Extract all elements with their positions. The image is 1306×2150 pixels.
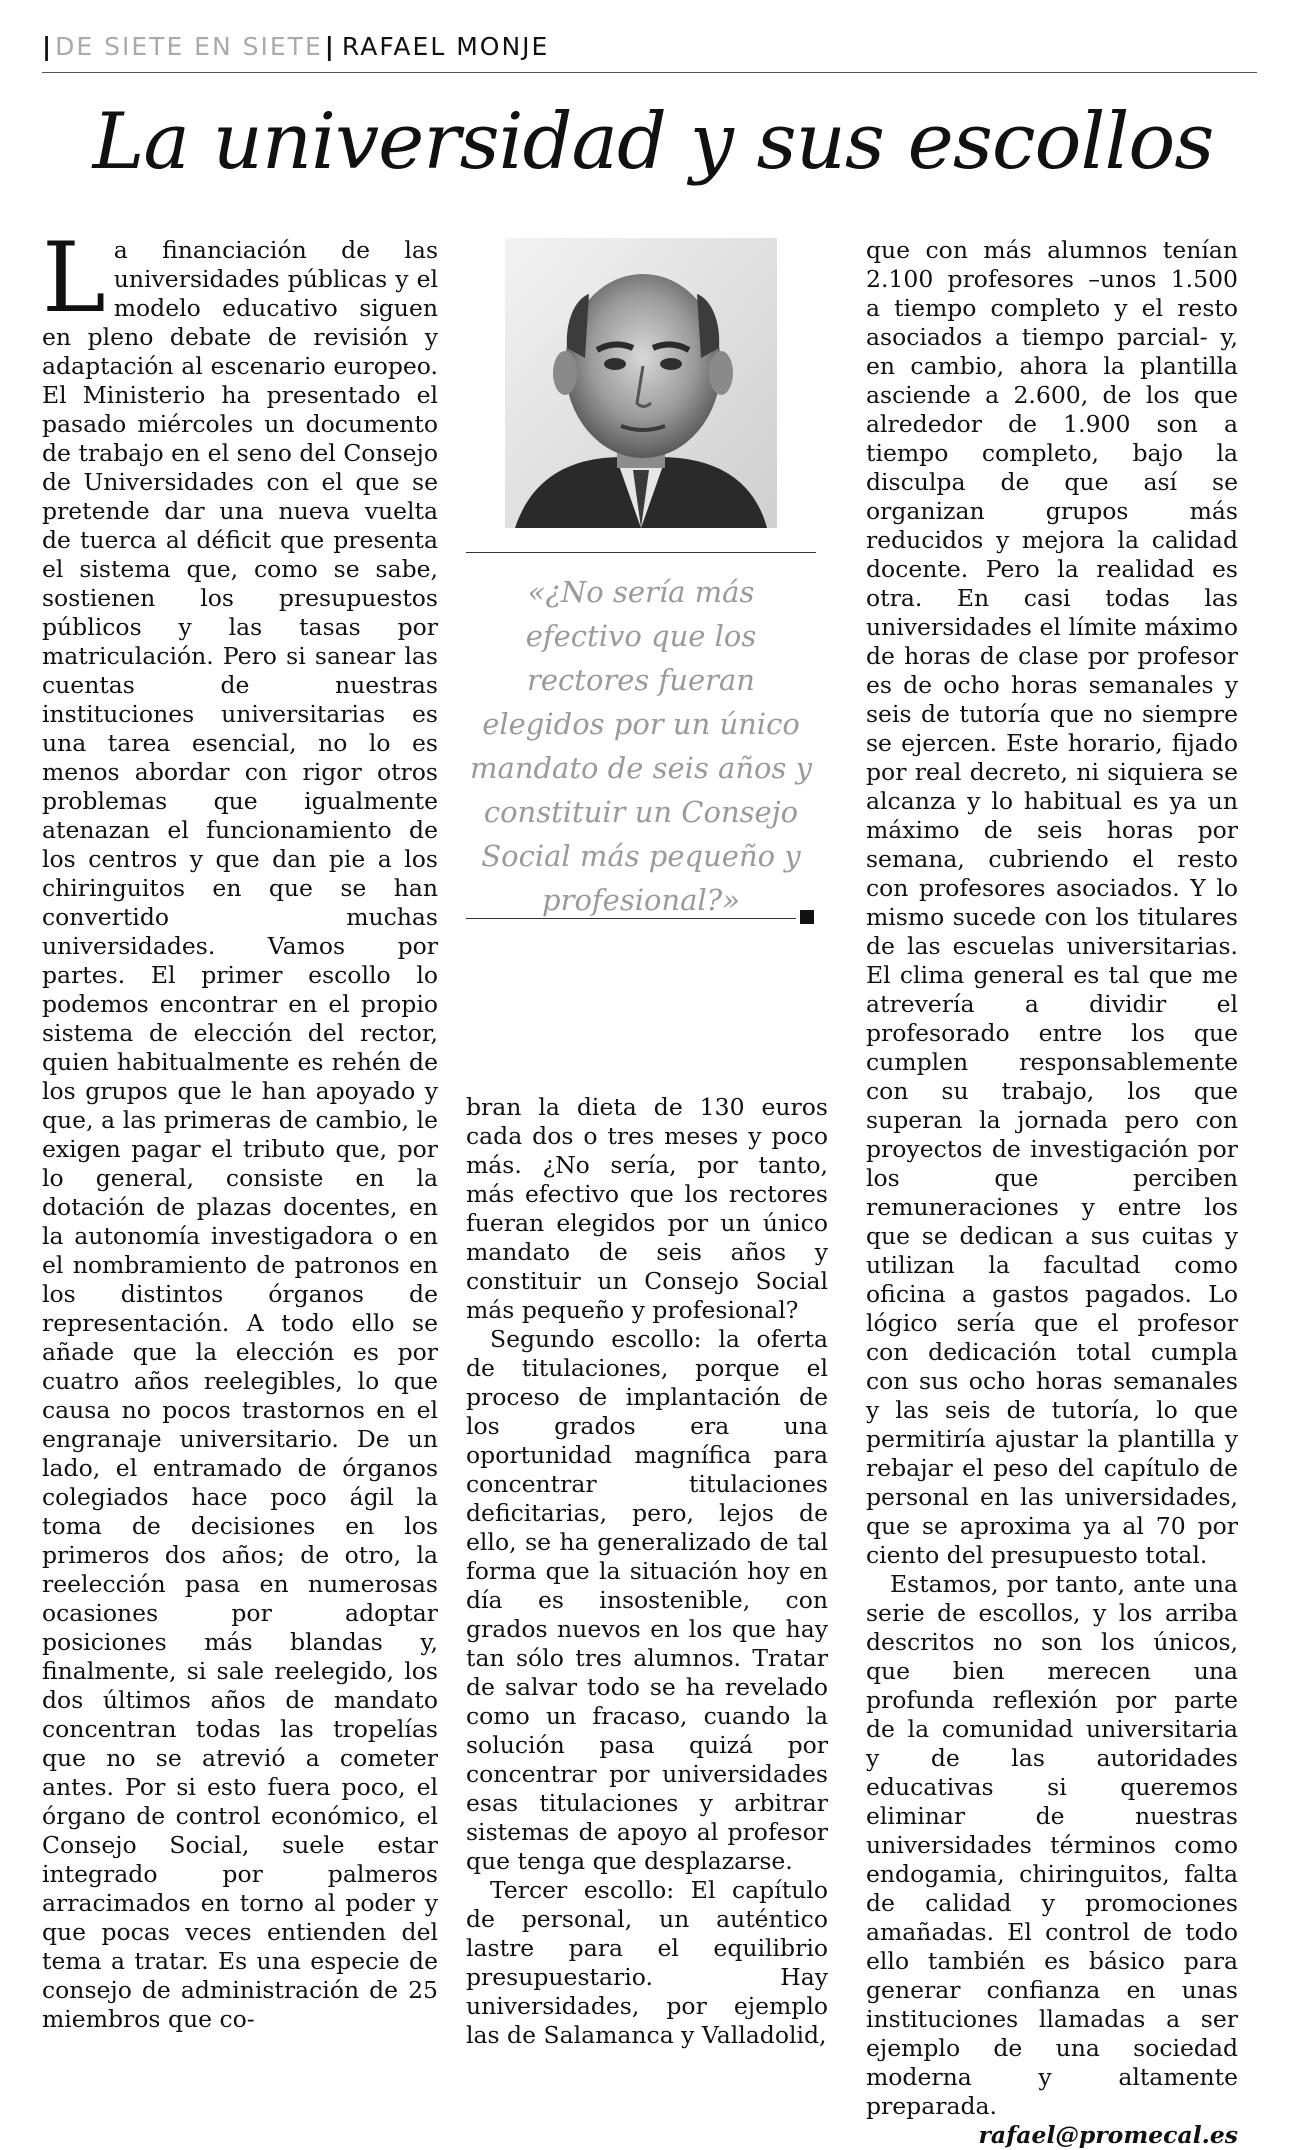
column-3-paragraph-1: que con más alumnos tenían 2.100 profesores –unos 1.500 a tiempo completo y el resto asociados a tiempo parcial- y, en cambio, ahora la plantilla asciende a 2.600, de los que alrededor de 1.900 son a tiempo completo, bajo la disculpa de que así se organizan grupos más reducidos y mejora la calidad docente. Pero la realidad es otra. En casi todas las universidades el límite máximo de horas de clase por profesor es de ocho horas semanales y seis de tutoría que no siempre se ejercen. Este horario, fijado por real decreto, ni siquiera se alcanza y lo habitual es ya un máximo de seis horas por semana, cubriendo el resto con profesores asociados. Y lo mismo sucede con los titulares de las escuelas universitarias. El clima general es tal que me atrevería a dividir el profesorado entre los que cumplen responsablemente con su trabajo, los que superan la jornada pero con proyectos de investigación por los que perciben remuneraciones y entre los que se dedican a sus cuitas y utilizan la facultad como oficina a gastos pagados. Lo lógico sería que el profesor con dedicación total cumpla con sus ocho horas semanales y las seis de tutoría, lo que permitiría ajustar la plantilla y rebajar el peso del capítulo de personal en las universidades, que se aproxima ya al 70 por ciento del presupuesto total. <box>866 236 1238 1569</box>
pullquote-end-mark <box>800 910 814 924</box>
column-2-paragraph-1: bran la dieta de 130 euros cada dos o tres meses y poco más. ¿No sería, por tanto, más efectivo que los rectores fueran elegidos por un único mandato de seis años y constituir un Consejo Social más pequeño y profesional? <box>466 1093 828 1324</box>
article-column-2 <box>466 1093 828 2050</box>
column-header <box>42 26 1262 66</box>
pullquote: «¿No sería más efectivo que los rectores fueran elegidos por un único mandato de seis años y constituir un Consejo Social más pequeño y profesional?» <box>470 575 812 917</box>
header-rule <box>42 72 1257 73</box>
author-photo <box>505 238 777 528</box>
column-3-paragraph-2: Estamos, por tanto, ante una serie de escollos, y los arriba descritos no son los únicos, que bien merecen una profunda reflexión por parte de la comunidad universitaria y de las autoridades educativas si queremos eliminar de nuestras universidades términos como endogamia, chiringuitos, falta de calidad y promociones amañadas. El control de todo ello también es básico para generar confianza en unas instituciones llamadas a ser ejemplo de una sociedad moderna y altamente preparada. <box>866 1570 1238 2120</box>
author-name: RAFAEL MONJE <box>341 31 550 61</box>
column-1-body: a financiación de las universidades públicas y el modelo educativo siguen en pleno debate de revisión y adaptación al escenario europeo. El Ministerio ha presentado el pasado miércoles un documento de trabajo en el seno del Consejo de Universidades con el que se pretende dar una nueva vuelta de tuerca al déficit que presenta el sistema que, como se sabe, sostienen los presupuestos públicos y las tasas por matriculación. Pero si sanear las cuentas de nuestras instituciones universitarias es una tarea esencial, no lo es menos abordar con rigor otros problemas que igualmente atenazan el funcionamiento de los centros y que dan pie a los chiringuitos en que se han convertido muchas universidades. Vamos por partes. El primer escollo lo podemos encontrar en el propio sistema de elección del rector, quien habitualmente es rehén de los grupos que le han apoyado y que, a las primeras de cambio, le exigen pagar el tributo que, por lo general, consiste en la dotación de plazas docentes, en la autonomía investigadora o en el nombramiento de patronos en los distintos órganos de representación. A todo ello se añade que la elección es por cuatro años reelegibles, lo que causa no pocos trastornos en el engranaje universitario. De un lado, el entramado de órganos colegiados hace poco ágil la toma de decisiones en los primeros dos años; de otro, la reelección pasa en numerosas ocasiones por adoptar posiciones más blandas y, finalmente, si sale reelegido, los dos últimos años de mandato concentran todas las tropelías que no se atrevió a cometer antes. Por si esto fuera poco, el órgano de control económico, el Consejo Social, suele estar integrado por palmeros arracimados en torno al poder y que pocas veces entienden del tema a tratar. Es una especie de consejo de administración de 25 miembros que co- <box>42 236 438 2033</box>
drop-cap: L <box>42 222 106 334</box>
article-column-1 <box>42 222 438 2034</box>
column-1-text <box>42 222 438 2034</box>
header-separator: | <box>42 31 54 61</box>
pullquote-rule-bottom <box>466 918 796 919</box>
article-column-3 <box>866 236 1238 2150</box>
header-separator: | <box>324 31 336 61</box>
column-2-paragraph-3: Tercer escollo: El capítulo de personal, un auténtico lastre para el equilibrio presupuestario. Hay universidades, por ejemplo las de Salamanca y Valladolid, <box>466 1876 828 2049</box>
headline: La universidad y sus escollos <box>92 97 1214 187</box>
column-2-paragraph-2: Segundo escollo: la oferta de titulaciones, porque el proceso de implantación de los grados era una oportunidad magnífica para concentrar titulaciones deficitarias, pero, lejos de ello, se ha generalizado de tal forma que la situación hoy en día es insostenible, con grados nuevos en los que hay tan sólo tres alumnos. Tratar de salvar todo se ha revelado como un fracaso, cuando la solución pasa quizá por concentrar por universidades esas titulaciones y arbitrar sistemas de apoyo al profesor que tenga que desplazarse. <box>466 1325 828 1875</box>
pullquote-rule-top <box>466 552 816 553</box>
section-name: DE SIETE EN SIETE <box>55 31 323 61</box>
author-email: rafael@promecal.es <box>978 2121 1238 2149</box>
